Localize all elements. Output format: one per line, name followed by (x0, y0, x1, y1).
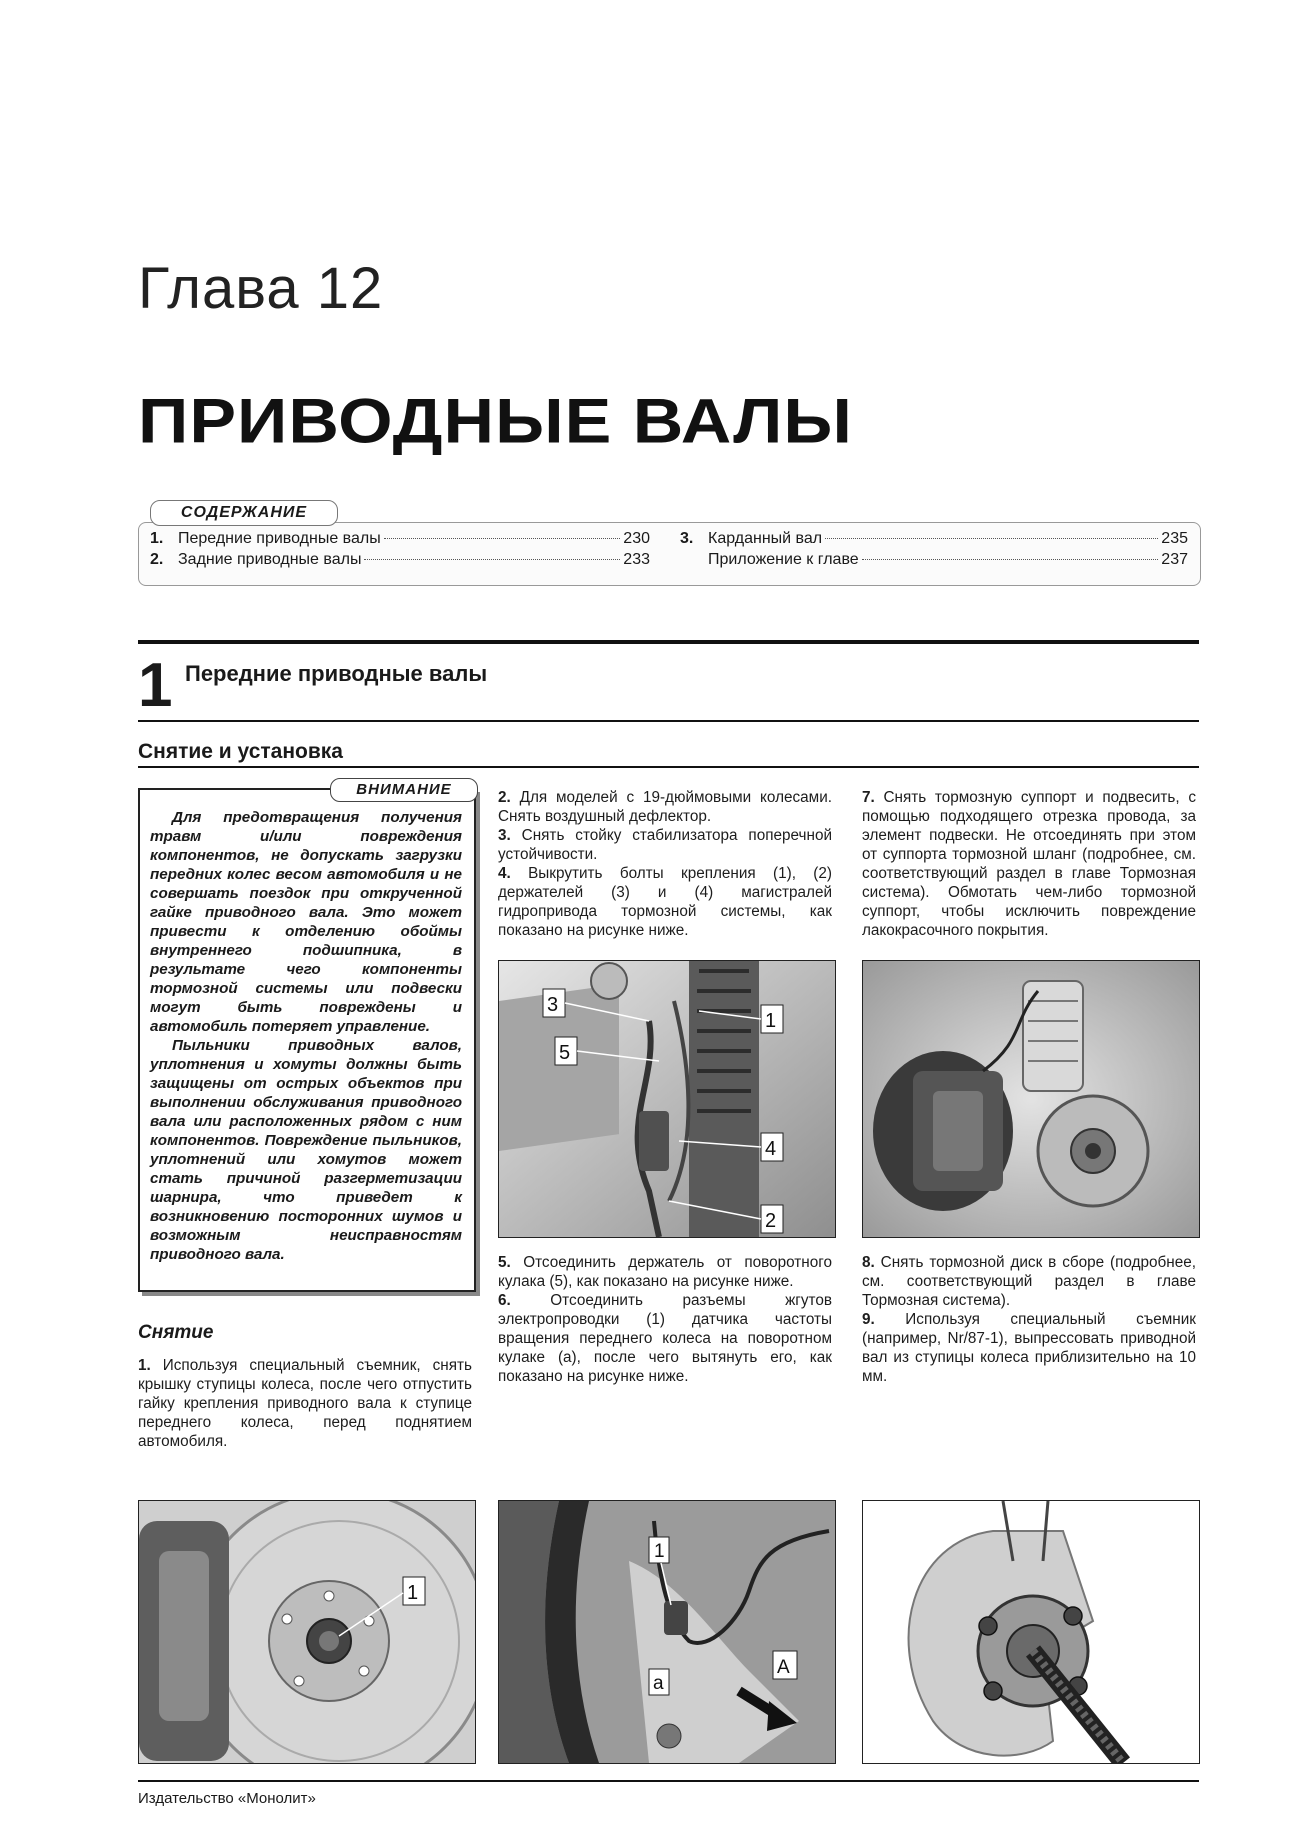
figure-puller-tool (862, 1500, 1200, 1764)
step-number: 6. (498, 1292, 511, 1309)
callout-1: 1 (654, 1541, 665, 1562)
step-5 (498, 1253, 832, 1291)
step-number: 3. (498, 827, 511, 844)
toc-heading: СОДЕРЖАНИЕ (180, 504, 308, 521)
step-text: Снять стойку стабилизатора поперечной устойчивости. (498, 827, 832, 863)
hub-nut-illustration (139, 1501, 475, 1763)
toc-item-label: Передние приводные валы (178, 530, 381, 547)
step-4 (498, 864, 832, 940)
step-text: Снять тормозной диск в сборе (подробнее, см. соответствующий раздел в главе Тормозная система). (862, 1254, 1196, 1309)
step-7 (862, 788, 1196, 940)
callout-1: 1 (407, 1582, 419, 1604)
subsection-title: Снятие и установка (138, 740, 343, 763)
section-number: 1 (138, 651, 173, 720)
step-number: 7. (862, 789, 875, 806)
toc-item-4[interactable] (680, 551, 1188, 569)
callout-5: 5 (559, 1042, 571, 1064)
step-6 (498, 1291, 832, 1386)
callout-1: 1 (765, 1010, 777, 1032)
toc-leader-dots (825, 538, 1158, 539)
toc-item-label: Приложение к главе (708, 551, 859, 568)
callout-a: a (653, 1673, 664, 1694)
toc-item-label: Задние приводные валы (178, 551, 362, 568)
step-text: Выкрутить болты крепления (1), (2) держателей (3) и (4) магистралей гидропривода тормозной системы, как показано на рисунке ниже. (498, 865, 832, 939)
toc-leader-dots (364, 559, 620, 560)
step-text: Отсоединить держатель от поворотного кулака (5), как показано на рисунке ниже. (498, 1254, 832, 1290)
toc-item-page: 235 (1161, 530, 1188, 547)
toc-item-page: 237 (1161, 551, 1188, 568)
toc-item-page: 233 (623, 551, 650, 568)
footer-rule (138, 1780, 1199, 1782)
brake-line-brackets-illustration (499, 961, 835, 1237)
toc-item-2[interactable] (150, 551, 650, 569)
warning-heading-tab (330, 778, 478, 802)
step-text: Используя специальный съемник (например, Nr/87-1), выпрессовать приводной вал из ступицы колеса приблизительно на 10 мм. (862, 1311, 1196, 1385)
steps-8-9 (862, 1253, 1196, 1386)
warning-heading: ВНИМАНИЕ (356, 781, 452, 798)
step-2 (498, 788, 832, 826)
step-number: 9. (862, 1311, 875, 1328)
step-text: Снять тормозную суппорт и подвесить, с помощью подходящего отрезка провода, за элемент подвески. Не отсоединять при этом от суппорта тормозной шланг (подробнее, см. соответствующий раздел в главе Тормозная система). Обмотать чем-либо тормозной суппорт, чтобы исключить повреждение лакокрасочного покрытия. (862, 789, 1196, 939)
step-number: 5. (498, 1254, 511, 1271)
step-text: Используя специальный съемник, снять крышку ступицы колеса, после чего отпустить гайку крепления приводного вала к ступице переднего колеса, перед поднятием автомобиля. (138, 1357, 472, 1450)
subsection-rule (138, 766, 1199, 768)
steps-2-4 (498, 788, 832, 940)
figure-hub-nut (138, 1500, 476, 1764)
toc-heading-tab (150, 500, 338, 526)
figure-brake-line-brackets (498, 960, 836, 1238)
callout-2: 2 (765, 1210, 777, 1232)
figure-speed-sensor (498, 1500, 836, 1764)
toc-item-page: 230 (623, 530, 650, 547)
warning-paragraph-2: Пыльники приводных валов, уплотнения и хомуты должны быть защищены от острых объектов при выполнении обслуживания приводного вала или расположенных рядом с ним компонентов. Повреждение пыльников, уплотнений или хомутов может стать причиной разгерметизации шарнира, что приведет к возникновению посторонних шумов и возможным неисправностям приводного вала. (150, 1037, 462, 1263)
step-9 (862, 1310, 1196, 1386)
toc-item-1[interactable] (150, 530, 650, 548)
callout-3: 3 (547, 994, 559, 1016)
puller-tool-illustration (863, 1501, 1199, 1763)
toc-item-num: 2. (150, 551, 164, 568)
warning-text (150, 808, 462, 1264)
chapter-title: ПРИВОДНЫЕ ВАЛЫ (138, 385, 853, 457)
toc-item-3[interactable] (680, 530, 1188, 548)
speed-sensor-illustration (499, 1501, 835, 1763)
chapter-label: Глава 12 (138, 256, 384, 321)
callout-4: 4 (765, 1138, 777, 1160)
warning-paragraph-1: Для предотвращения получения травм и/или повреждения компонентов, не допускать загрузки передних колес весом автомобиля и не совершать поездок при открученной гайке приводного вала. Это может привести к отделению обоймы внутреннего подшипника, в результате чего компоненты тормозной системы или подвески могут быть повреждены и автомобиль потеряет управление. (150, 809, 462, 1035)
removal-heading: Снятие (138, 1322, 214, 1343)
toc-item-num: 3. (680, 530, 694, 547)
steps-5-6 (498, 1253, 832, 1386)
toc-item-label: Карданный вал (708, 530, 823, 547)
step-number: 1. (138, 1357, 151, 1374)
section-rule-bottom (138, 720, 1199, 722)
callout-A: A (777, 1657, 790, 1678)
footer-publisher: Издательство «Монолит» (138, 1790, 316, 1807)
toc-leader-dots (862, 559, 1159, 560)
caliper-illustration (863, 961, 1199, 1237)
figure-caliper-removed (862, 960, 1200, 1238)
step-number: 2. (498, 789, 511, 806)
step-text: Для моделей с 19-дюймовыми колесами. Снять воздушный дефлектор. (498, 789, 832, 825)
step-number: 8. (862, 1254, 875, 1271)
toc-leader-dots (384, 538, 621, 539)
step-1 (138, 1356, 472, 1451)
toc-item-num: 1. (150, 530, 164, 547)
step-number: 4. (498, 865, 511, 882)
step-text: Отсоединить разъемы жгутов электропроводки (1) датчика частоты вращения переднего колеса на поворотном кулаке (a), после чего вытянуть его, как показано на рисунке ниже. (498, 1292, 833, 1385)
step-3 (498, 826, 832, 864)
step-8 (862, 1253, 1196, 1310)
section-rule-top (138, 640, 1199, 644)
section-title: Передние приводные валы (185, 661, 488, 686)
